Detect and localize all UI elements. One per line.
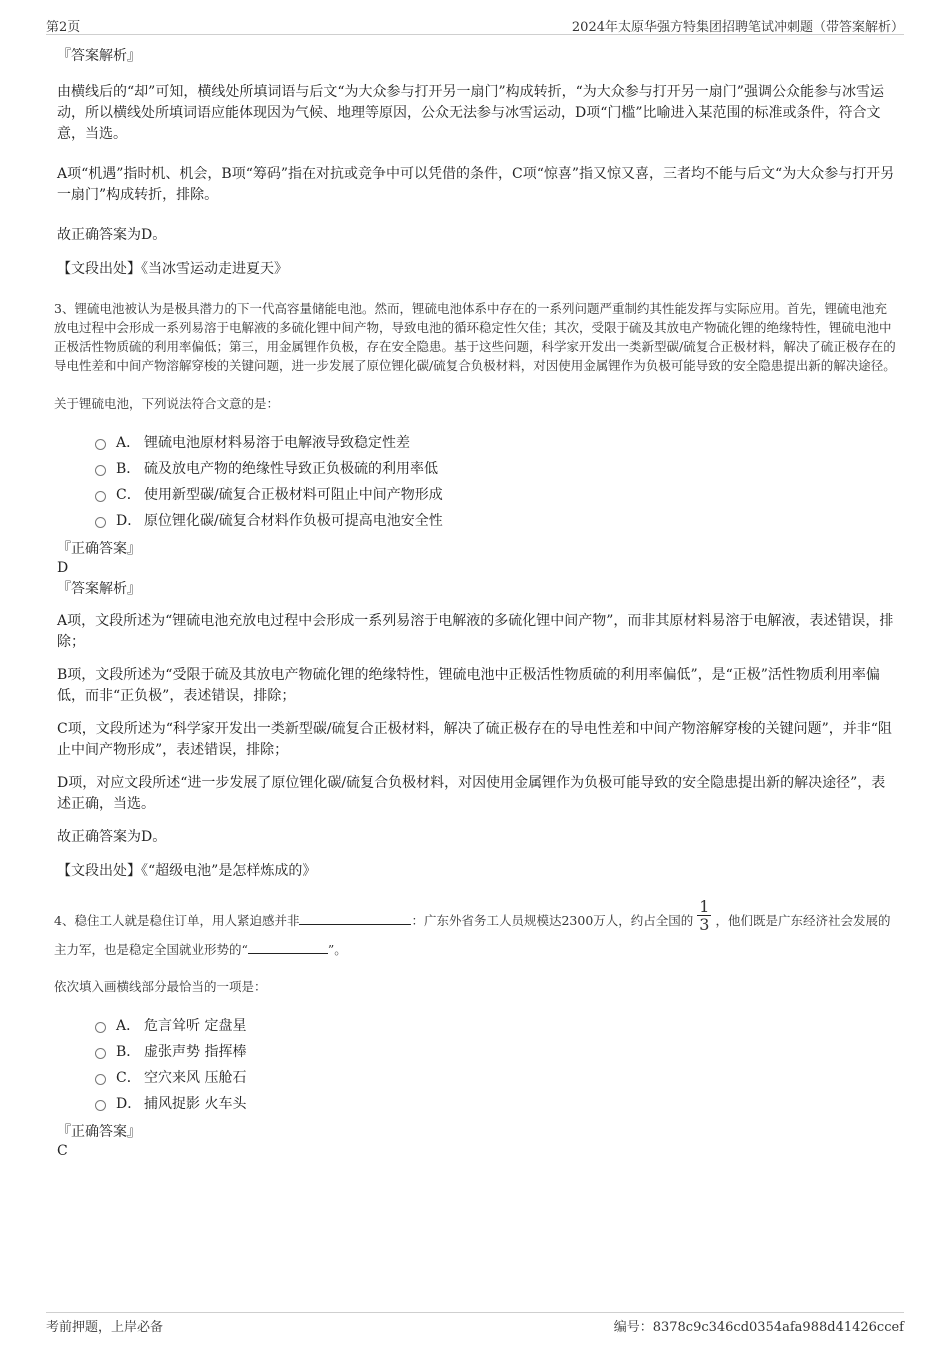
option-d[interactable]: [95, 507, 897, 533]
radio-icon[interactable]: [95, 1100, 106, 1111]
radio-icon[interactable]: [95, 439, 106, 450]
conclusion: 故正确答案为D。: [57, 227, 167, 243]
fraction-denominator: 3: [699, 915, 710, 934]
option-a[interactable]: [95, 1012, 897, 1038]
option-c[interactable]: [95, 1064, 897, 1090]
radio-icon[interactable]: [95, 1048, 106, 1059]
option-letter: D．: [116, 1096, 142, 1112]
answer-label: 『正确答案』: [57, 541, 141, 557]
radio-icon[interactable]: [95, 465, 106, 476]
option-text: 原位锂化碳/硫复合材料作负极可提高电池安全性: [144, 513, 443, 529]
radio-icon[interactable]: [95, 1022, 106, 1033]
radio-icon[interactable]: [95, 1074, 106, 1085]
fraction-numerator: 1: [699, 897, 710, 916]
passage-text: ，他们既是广东经济社会发展的主力军，也是稳定全国就业形势的“: [54, 913, 891, 957]
page-content: [54, 46, 897, 1160]
option-letter: C．: [116, 1070, 141, 1086]
option-d[interactable]: [95, 1090, 897, 1116]
option-b[interactable]: [95, 1038, 897, 1064]
option-letter: A．: [116, 435, 141, 451]
footer-slogan: 考前押题，上岸必备: [46, 1320, 164, 1335]
passage-text: ”。: [327, 942, 347, 957]
option-text: 虚张声势 指挥棒: [144, 1044, 247, 1060]
question-prompt: 关于锂硫电池，下列说法符合文意的是：: [54, 396, 280, 411]
passage-text: 4、稳住工人就是稳住订单，用人紧迫感并非: [54, 913, 300, 928]
fraction: [697, 898, 711, 933]
question-passage: 3、锂硫电池被认为是极具潜力的下一代高容量储能电池。然而，锂硫电池体系中存在的一系列问题严重制约其性能发挥与实际应用。首先，锂硫电池充放电过程中会形成一系列易溶于电解液的多硫化锂中间产物，导致电池的循环稳定性欠佳；其次，受限于硫及其放电产物硫化锂的绝缘特性，锂硫电池中正极活性物质硫的利用率偏低；第三，用金属锂作负极，存在安全隐患。基于这些问题，科学家开发出一类新型碳/硫复合正极材料，解决了硫正极存在的导电性差和中间产物溶解穿梭的关键问题，进一步发展了原位锂化碳/硫复合负极材料，对因使用金属锂作为负极可能导致的安全隐患提出新的解决途径。: [54, 301, 896, 373]
option-text: 使用新型碳/硫复合正极材料可阻止中间产物形成: [144, 487, 443, 503]
passage-text: ：广东外省务工人员规模达2300万人，约占全国的: [411, 913, 694, 928]
document-title: 2024年太原华强方特集团招聘笔试冲刺题（带答案解析）: [571, 20, 904, 35]
analysis-paragraph: 由横线后的“却”可知，横线处所填词语与后文“为大众参与打开另一扇门”构成转折，“为大众参与打开另一扇门”强调公众能参与冰雪运动，所以横线处所填词语应能体现因为气候、地理等原因，公众无法参与冰雪运动，D项“门槛”比喻进入某范围的标准或条件，符合文意，当选。: [57, 84, 884, 142]
conclusion: 故正确答案为D。: [57, 829, 167, 845]
option-text: 危言耸听 定盘星: [144, 1018, 247, 1034]
option-letter: D．: [116, 513, 142, 529]
option-list: [95, 429, 897, 533]
correct-answer: C: [57, 1143, 68, 1159]
analysis-paragraph: A项“机遇”指时机、机会，B项“筹码”指在对抗或竞争中可以凭借的条件，C项“惊喜”指又惊又喜，三者均不能与后文“为大众参与打开另一扇门”构成转折，排除。: [57, 166, 895, 203]
option-text: 锂硫电池原材料易溶于电解液导致稳定性差: [144, 435, 410, 451]
fill-blank-2[interactable]: [248, 940, 328, 954]
option-letter: C．: [116, 487, 141, 503]
question-prompt: 依次填入画横线部分最恰当的一项是：: [54, 979, 267, 994]
option-a[interactable]: [95, 429, 897, 455]
question-passage: [54, 897, 897, 961]
radio-icon[interactable]: [95, 517, 106, 528]
option-text: 硫及放电产物的绝缘性导致正负极硫的利用率低: [144, 461, 438, 477]
document-code: 编号：8378c9c346cd0354afa988d41426ccef: [613, 1320, 904, 1335]
option-text: 捕风捉影 火车头: [144, 1096, 247, 1112]
option-letter: B．: [116, 1044, 141, 1060]
option-letter: B．: [116, 461, 141, 477]
page-header: [46, 14, 904, 35]
radio-icon[interactable]: [95, 491, 106, 502]
page-footer: [46, 1312, 904, 1337]
source-citation: 【文段出处】《当冰雪运动走进夏天》: [57, 261, 288, 277]
fill-blank-1[interactable]: [299, 911, 411, 925]
analysis-label: 『答案解析』: [57, 581, 141, 597]
option-c[interactable]: [95, 481, 897, 507]
analysis-paragraph: C项，文段所述为“科学家开发出一类新型碳/硫复合正极材料，解决了硫正极存在的导电性差和中间产物溶解穿梭的关键问题”，并非“阻止中间产物形成”，表述错误，排除；: [57, 721, 892, 758]
option-letter: A．: [116, 1018, 141, 1034]
analysis-paragraph: B项，文段所述为“受限于硫及其放电产物硫化锂的绝缘特性，锂硫电池中正极活性物质硫的利用率偏低”，是“正极”活性物质利用率偏低，而非“正负极”，表述错误，排除；: [57, 667, 880, 704]
option-text: 空穴来风 压舱石: [144, 1070, 247, 1086]
option-b[interactable]: [95, 455, 897, 481]
source-citation: 【文段出处】《“超级电池”是怎样炼成的》: [57, 863, 317, 879]
option-list: [95, 1012, 897, 1116]
analysis-paragraph: A项，文段所述为“锂硫电池充放电过程中会形成一系列易溶于电解液的多硫化锂中间产物”，而非其原材料易溶于电解液，表述错误，排除；: [57, 613, 894, 650]
analysis-label: 『答案解析』: [57, 48, 141, 64]
analysis-paragraph: D项，对应文段所述“进一步发展了原位锂化碳/硫复合负极材料，对因使用金属锂作为负极可能导致的安全隐患提出新的解决途径”，表述正确，当选。: [57, 775, 886, 812]
correct-answer: D: [57, 560, 69, 576]
page-number: 第2页: [46, 20, 81, 35]
answer-label: 『正确答案』: [57, 1124, 141, 1140]
